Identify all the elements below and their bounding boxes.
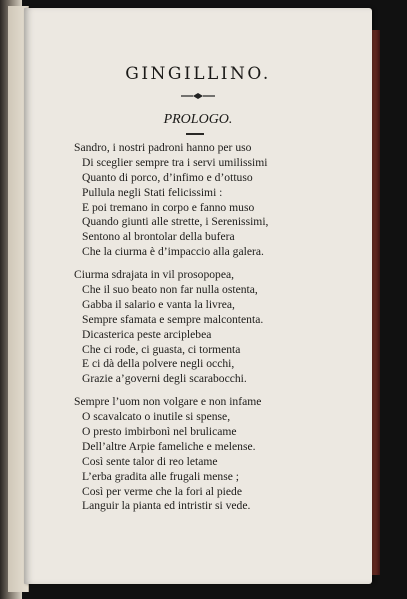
verse-line: Sempre l’uom non volgare e non infame [74, 395, 262, 409]
verse-line: Sempre sfamata e sempre malcontenta. [82, 312, 264, 326]
verse-line: L’erba gradita alle frugali mense ; [82, 469, 239, 483]
verse-line: E ci dà della polvere negli occhi, [82, 357, 235, 371]
verse-line: Ciurma sdrajata in vil prosopopea, [74, 268, 235, 282]
verse-line: Pullula negli Stati felicissimi : [82, 185, 223, 199]
verse-line: Grazie a’governi degli scarabocchi. [82, 372, 247, 386]
page-title: GINGILLINO. [125, 64, 271, 84]
verse-line: Dell’altre Arpie fameliche e melense. [82, 439, 256, 453]
poem-body [74, 141, 364, 522]
stanza [74, 395, 364, 514]
stanza [74, 268, 364, 387]
verse-line: E poi tremano in corpo e fanno muso [82, 200, 255, 214]
verse-line: Di sceglier sempre tra i servi umilissimi [82, 155, 268, 169]
verse-line: Che ci rode, ci guasta, ci tormenta [82, 342, 241, 356]
verse-line: Quanto di porco, d’infimo e d’ottuso [82, 170, 253, 184]
verse-line: Che il suo beato non far nulla ostenta, [82, 283, 258, 297]
verse-line: Sentono al brontolar della bufera [82, 230, 235, 244]
section-heading: PROLOGO. [163, 112, 233, 127]
verse-line: Languir la pianta ed intristir si vede. [82, 499, 251, 513]
verse-line: Così sente talor di reo letame [82, 454, 218, 468]
stanza [74, 141, 364, 260]
verse-line: Dicasterica peste arciplebea [82, 327, 212, 341]
verse-line: O scavalcato o inutile si spense, [82, 410, 231, 424]
verse-line: Gabba il salario e vanta la livrea, [82, 297, 235, 311]
verse-line: Sandro, i nostri padroni hanno per uso [74, 141, 252, 154]
verse-line: O presto imbirbonì nel brulicame [82, 425, 237, 439]
verse-line: Che la ciurma è d’impaccio alla galera. [82, 245, 264, 259]
verse-line: Così per verme che la fori al piede [82, 484, 242, 498]
verse-line: Quando giunti alle strette, i Serenissimi, [82, 215, 269, 229]
heading-rule [186, 133, 204, 135]
title-ornament [180, 92, 216, 100]
